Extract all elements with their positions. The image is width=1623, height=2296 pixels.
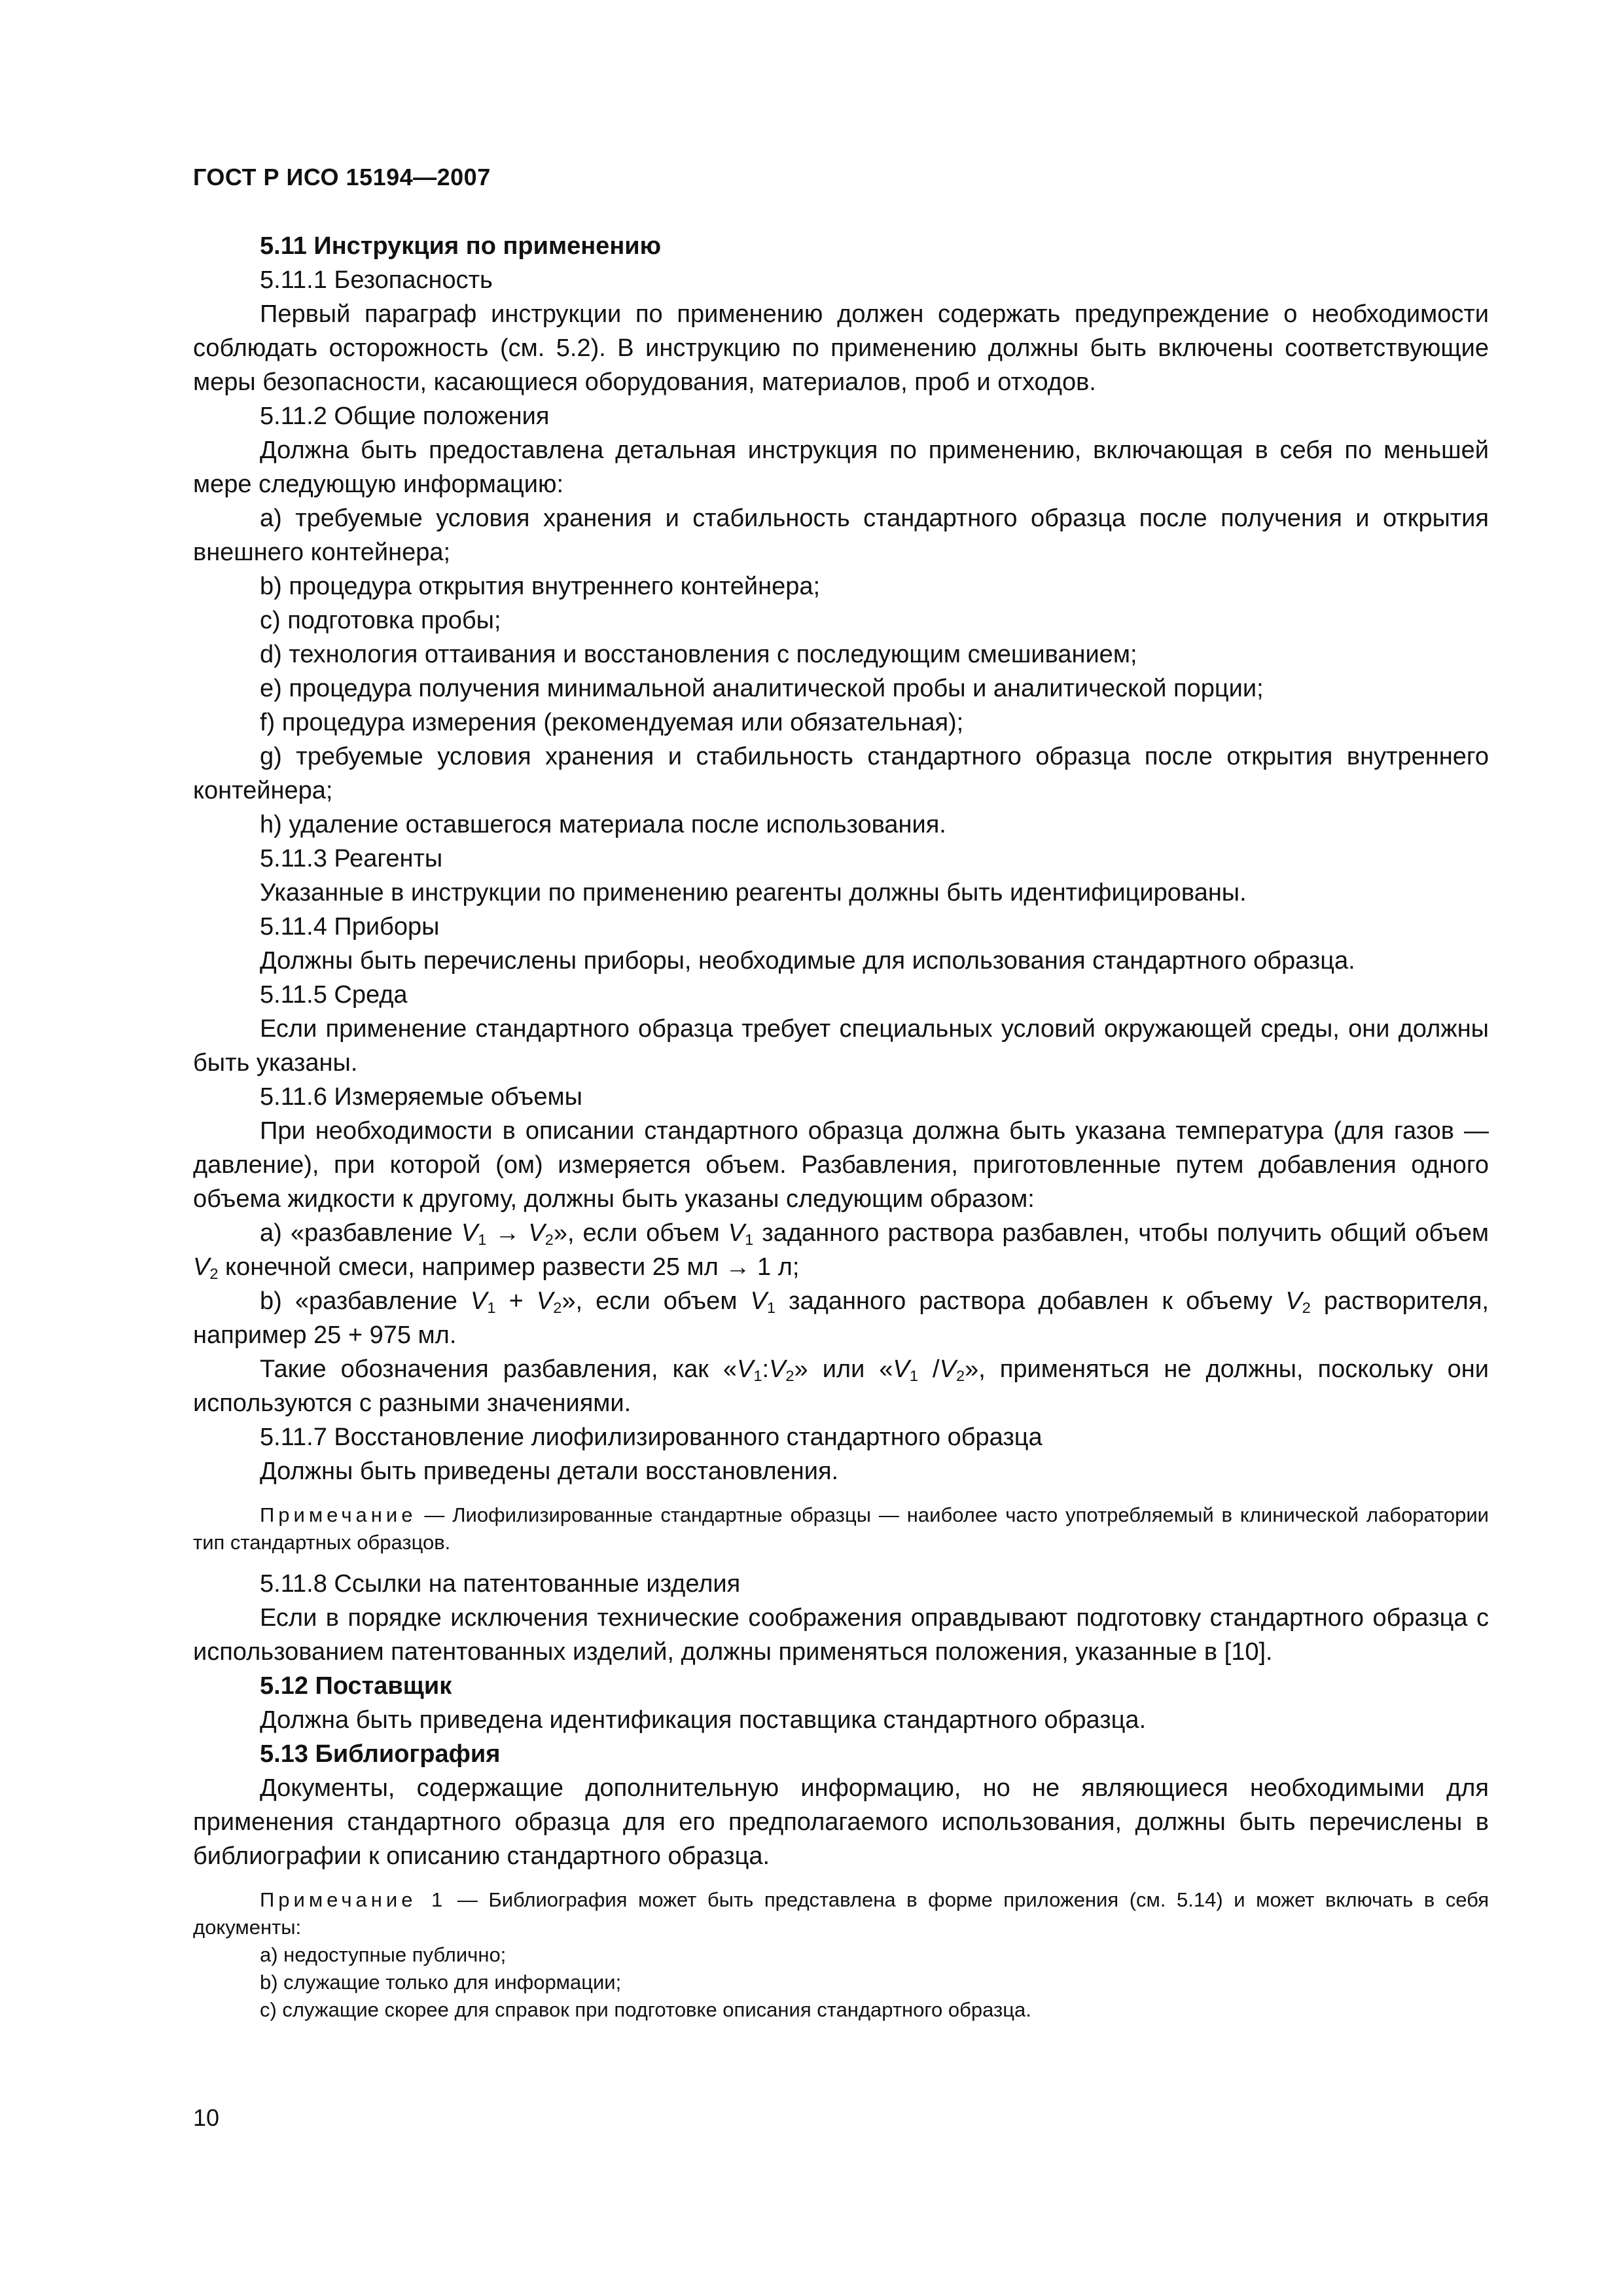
paragraph: При необходимости в описании стандартного образца должна быть указана температура (для газов — давление), при которой (ом) измеряется объем. Разбавления, приготовленные путем добавления одного объема жидкости к другому, должны быть указаны следующим образом:: [193, 1117, 1489, 1213]
subsection-heading: 5.11.3 Реагенты: [260, 845, 443, 872]
subsection-heading: 5.11.4 Приборы: [260, 913, 440, 941]
list-item: h) удаление оставшегося материала после использования.: [260, 811, 946, 838]
section-heading-5-11: 5.11 Инструкция по применению: [260, 232, 662, 260]
paragraph: Указанные в инструкции по применению реагенты должны быть идентифицированы.: [260, 879, 1247, 906]
note-list-item: c) служащие скорее для справок при подготовке описания стандартного образца.: [260, 1998, 1031, 2021]
paragraph: Если в порядке исключения технические соображения оправдывают подготовку стандартного образца с использованием патентованных изделий, должны применяться положения, указанные в [10].: [193, 1604, 1489, 1666]
paragraph: Должны быть перечислены приборы, необходимые для использования стандартного образца.: [260, 947, 1355, 975]
list-item: b) процедура открытия внутреннего контейнера;: [260, 573, 821, 600]
paragraph: Должна быть предоставлена детальная инструкция по применению, включающая в себя по меньшей мере следующую информацию:: [193, 437, 1489, 498]
paragraph: Должна быть приведена идентификация поставщика стандартного образца.: [260, 1706, 1147, 1734]
paragraph: Первый параграф инструкции по применению должен содержать предупреждение о необходимости соблюдать осторожность (см. 5.2). В инструкцию по применению должны быть включены соответствующие меры безопасности, касающиеся оборудования, материалов, проб и отходов.: [193, 300, 1489, 396]
document-header: ГОСТ Р ИСО 15194—2007: [193, 164, 491, 190]
paragraph: Если применение стандартного образца требует специальных условий окружающей среды, они должны быть указаны.: [193, 1015, 1489, 1077]
subsection-heading: 5.11.1 Безопасность: [260, 266, 493, 294]
list-item: c) подготовка пробы;: [260, 607, 501, 634]
document-body: [193, 229, 1489, 2024]
page-number: 10: [193, 2104, 220, 2131]
paragraph: Должны быть приведены детали восстановления.: [260, 1458, 839, 1485]
list-item: а) требуемые условия хранения и стабильность стандартного образца после получения и открытия внешнего контейнера;: [193, 505, 1489, 566]
list-item: f) процедура измерения (рекомендуемая или обязательная);: [260, 709, 964, 736]
list-item: d) технология оттаивания и восстановления с последующим смешиванием;: [260, 641, 1137, 668]
subsection-heading: 5.11.8 Ссылки на патентованные изделия: [260, 1570, 741, 1598]
note-list-item: b) служащие только для информации;: [260, 1971, 622, 1994]
list-item: g) требуемые условия хранения и стабильность стандартного образца после открытия внутреннего контейнера;: [193, 743, 1489, 804]
subsection-heading: 5.11.7 Восстановление лиофилизированного стандартного образца: [260, 1424, 1043, 1451]
subsection-heading: 5.11.2 Общие положения: [260, 403, 550, 430]
subsection-heading: 5.11.6 Измеряемые объемы: [260, 1083, 582, 1111]
note-label: Примечание: [260, 1503, 417, 1526]
paragraph: Документы, содержащие дополнительную информацию, но не являющиеся необходимыми для применения стандартного образца для его предполагаемого использования, должны быть перечислены в библиографии к описанию стандартного образца.: [193, 1774, 1489, 1870]
subsection-heading: 5.11.5 Среда: [260, 981, 408, 1009]
paragraph: Такие обозначения разбавления, как «$V_1:V_2$» или «$V_1$ $/V_2$», применяться не должны, поскольку они используются с разными значениями.: [193, 1355, 1489, 1417]
note-list-item: а) недоступные публично;: [260, 1943, 507, 1966]
section-heading-5-13: 5.13 Библиография: [260, 1740, 501, 1768]
dilution-example-b: b) «разбавление $V_1 + V_2$», если объем $V_1$ заданного раствора добавлен к объему $V_2$ растворителя, например 25 + 975 мл.: [193, 1287, 1489, 1349]
dilution-example-a: а) «разбавление $V_1 \to V_2$», если объем $V_1$ заданного раствора разбавлен, чтобы получить общий объем $V_2$ конечной смеси, например развести 25 мл → 1 л;: [193, 1219, 1489, 1282]
note: Примечание — Лиофилизированные стандартные образцы — наиболее часто употребляемый в клинической лаборатории тип стандартных образцов.: [193, 1503, 1489, 1554]
note: Примечание 1 — Библиография может быть представлена в форме приложения (см. 5.14) и может включать в себя документы:: [193, 1888, 1489, 1939]
note-label: Примечание 1: [260, 1888, 447, 1911]
list-item: e) процедура получения минимальной аналитической пробы и аналитической порции;: [260, 675, 1264, 702]
section-heading-5-12: 5.12 Поставщик: [260, 1672, 452, 1700]
